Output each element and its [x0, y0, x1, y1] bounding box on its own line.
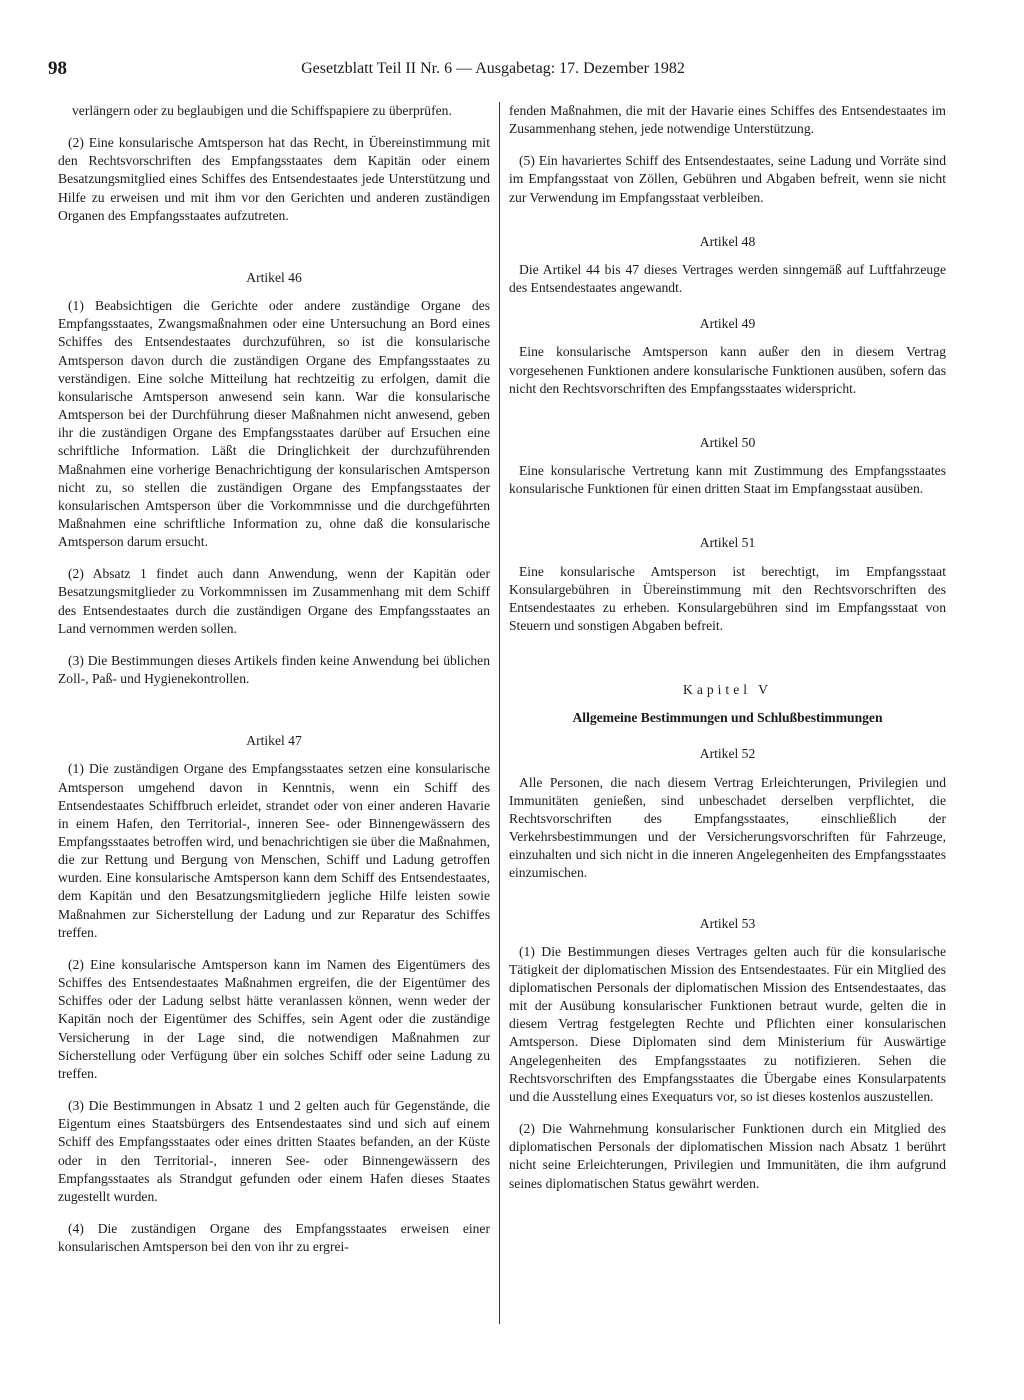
- paragraph-art53-1: (1) Die Bestimmungen dieses Vertrages gelten auch für die konsularische Tätigkeit der diplomatischen Mission des Entsendestaates. Für ein Mitglied des diplomatischen Personals der diplomatischen Mission des Entsendestaates, das mit der Ausübung konsularischer Funktionen betraut wurde, gelten die in diesem Vertrag festgelegten Rechte und Pflichten einer konsularischen Amtsperson. Diese Diplomaten sind dem Ministerium für Auswärtige Angelegenheiten des Empfangsstaates zu notifizieren. Sehen die Rechtsvorschriften des Empfangsstaates die Übergabe eines Konsularpatents und die Ausstellung eines Exequaturs vor, so ist dieses kostenlos auszustellen.: [509, 943, 946, 1104]
- paragraph-art49: Eine konsularische Amtsperson kann außer den in diesem Vertrag vorgesehenen Funktionen andere konsularische Funktionen ausüben, sofern das nicht den Rechtsvorschriften des Empfangsstaates widerspricht.: [509, 344, 946, 396]
- article-51-heading: Artikel 51: [699, 535, 756, 551]
- chapter-title: Allgemeine Bestimmungen und Schlußbestimmungen: [572, 710, 883, 726]
- paragraph-art52: Alle Personen, die nach diesem Vertrag Erleichterungen, Privilegien und Immunitäten genießen, sind unbeschadet derselben verpflichtet, die Rechtsvorschriften des Empfangsstaates, einschließlich der Verkehrsbestimmungen und der Versicherungsvorschriften für Fahrzeuge, einzuhalten und sich nicht in die inneren Angelegenheiten des Empfangsstaates einzumischen.: [509, 774, 946, 881]
- article-48-heading: Artikel 48: [699, 233, 756, 249]
- article-47-heading: Artikel 47: [246, 733, 302, 749]
- left-column: [58, 102, 490, 1270]
- right-column: [509, 102, 946, 1207]
- article-46-heading: Artikel 46: [246, 269, 302, 285]
- paragraph-art45-2: (2) Eine konsularische Amtsperson hat das Recht, in Übereinstimmung mit den Rechtsvorschriften des Empfangsstaates dem Kapitän oder einem Besatzungsmitglied eines Schiffes des Entsendestaates jede Unterstützung und Hilfe zu erweisen und mit ihm vor den Gerichten und anderen zuständigen Organen des Empfangsstaates aufzutreten.: [58, 135, 490, 223]
- paragraph-art51: Eine konsularische Amtsperson ist berechtigt, im Empfangsstaat Konsulargebühren in Übereinstimmung mit den Rechtsvorschriften des Entsendestaates zu erheben. Konsulargebühren sind im Empfangsstaat von Steuern und sonstigen Abgaben befreit.: [509, 563, 946, 633]
- page-number: 98: [48, 58, 67, 79]
- paragraph-art46-1: (1) Beabsichtigen die Gerichte oder andere zuständige Organe des Empfangsstaates, Zwangsmaßnahmen oder eine Untersuchung an Bord eines Schiffes des Entsendestaates durchzuführen, so ist die konsularische Amtsperson davon durch die zuständigen Organe des Empfangsstaates zu verständigen. Eine solche Mitteilung hat rechtzeitig zu erfolgen, damit die konsularische Amtsperson anwesend sein kann. War die konsularische Amtsperson bei der Durchführung dieser Maßnahmen nicht anwesend, geben ihr die zuständigen Organe des Empfangsstaates darüber auf Ersuchen eine schriftliche Information. Läßt die Dringlichkeit der durchzuführenden Maßnahmen eine vorherige Benachrichtigung der konsularischen Amtsperson nicht zu, so stellen die zuständigen Organe des Empfangsstaates der konsularischen Amtsperson über die Vorkommnisse und die durchgeführten Maßnahmen eine schriftliche Information zu, ohne daß die konsularische Amtsperson darum ersucht.: [58, 298, 490, 550]
- article-53-heading: Artikel 53: [699, 915, 756, 931]
- paragraph-art46-3: (3) Die Bestimmungen dieses Artikels finden keine Anwendung bei üblichen Zoll-, Paß- und Hygienekontrollen.: [58, 652, 490, 687]
- column-divider: [499, 102, 500, 1324]
- chapter-heading: Kapitel V: [683, 682, 772, 698]
- article-50-heading: Artikel 50: [699, 434, 756, 450]
- paragraph-art50: Eine konsularische Vertretung kann mit Zustimmung des Empfangsstaates konsularische Funktionen für einen dritten Staat im Empfangsstaat ausüben.: [509, 463, 946, 497]
- article-49-heading: Artikel 49: [699, 316, 756, 332]
- paragraph-art47-2: (2) Eine konsularische Amtsperson kann im Namen des Eigentümers des Schiffes des Entsendestaates Maßnahmen ergreifen, die der Eigentümer des Schiffes oder der Ladung selbst hätte veranlassen können, wenn weder der Kapitän noch der Eigentümer des Schiffes, sein Agent oder die zuständige Versicherung in der Lage sind, die notwendigen Maßnahmen zur Sicherstellung oder Verfügung über ein solches Schiff oder seine Ladung zu treffen.: [58, 956, 490, 1081]
- paragraph-art48: Die Artikel 44 bis 47 dieses Vertrages werden sinngemäß auf Luftfahrzeuge des Entsendestaates angewandt.: [509, 261, 946, 296]
- paragraph-art53-2: (2) Die Wahrnehmung konsularischer Funktionen durch ein Mitglied des diplomatischen Personals der diplomatischen Mission nach Absatz 1 berührt nicht seine Erleichterungen, Privilegien und Immunitäten, die ihm aufgrund seines diplomatischen Status gewährt werden.: [509, 1121, 946, 1191]
- article-52-heading: Artikel 52: [699, 746, 756, 762]
- paragraph-art47-5: (5) Ein havariertes Schiff des Entsendestaates, seine Ladung und Vorräte sind im Empfangsstaat von Zöllen, Gebühren und Abgaben befreit, wenn sie nicht zur Verwendung im Empfangsstaat verbleiben.: [509, 153, 946, 205]
- paragraph-art46-2: (2) Absatz 1 findet auch dann Anwendung, wenn der Kapitän oder Besatzungsmitglieder zu Vorkommnissen im Zusammenhang mit dem Schiff des Entsendestaates durch die zuständigen Organe des Empfangsstaates an Land vernommen werden sollen.: [58, 566, 490, 636]
- paragraph-continuation: verlängern oder zu beglaubigen und die Schiffspapiere zu überprüfen.: [72, 103, 452, 118]
- paragraph-art47-1: (1) Die zuständigen Organe des Empfangsstaates setzen eine konsularische Amtsperson umgehend davon in Kenntnis, wenn ein Schiff des Entsendestaates Schiffbruch erleidet, strandet oder von einer anderen Havarie in einem Hafen, den Territorial-, inneren See- oder Binnengewässern des Empfangsstaates betroffen wird, und benachrichtigen sie über die Maßnahmen, die zur Rettung und Bergung von Menschen, Schiff und Ladung getroffen wurden. Eine konsularische Amtsperson kann dem Schiff des Entsendestaates, dem Kapitän und den Besatzungsmitgliedern jegliche Hilfe leisten sowie Maßnahmen zur Sicherstellung der Ladung und zur Reparatur des Schiffes treffen.: [58, 761, 490, 940]
- gazette-title: Gesetzblatt Teil II Nr. 6 — Ausgabetag: 17. Dezember 1982: [301, 60, 685, 77]
- paragraph-art47-4-start: (4) Die zuständigen Organe des Empfangsstaates erweisen einer konsularischen Amtsperson bei den von ihr zu ergrei-: [58, 1220, 490, 1255]
- paragraph-art47-3: (3) Die Bestimmungen in Absatz 1 und 2 gelten auch für Gegenstände, die Eigentum eines Staatsbürgers des Entsendestaates sind und sich auf einem Schiff des Empfangsstaates oder eines dritten Staates befanden, an der Küste oder in den Territorial-, inneren See- oder Binnengewässern des Empfangsstaates als Strandgut gefunden oder einem Hafen dieses Staates zugestellt wurden.: [58, 1098, 490, 1204]
- paragraph-art47-4-continuation: fenden Maßnahmen, die mit der Havarie eines Schiffes des Entsendestaates im Zusammenhang stehen, jede notwendige Unterstützung.: [509, 103, 946, 137]
- page-header: [48, 58, 968, 82]
